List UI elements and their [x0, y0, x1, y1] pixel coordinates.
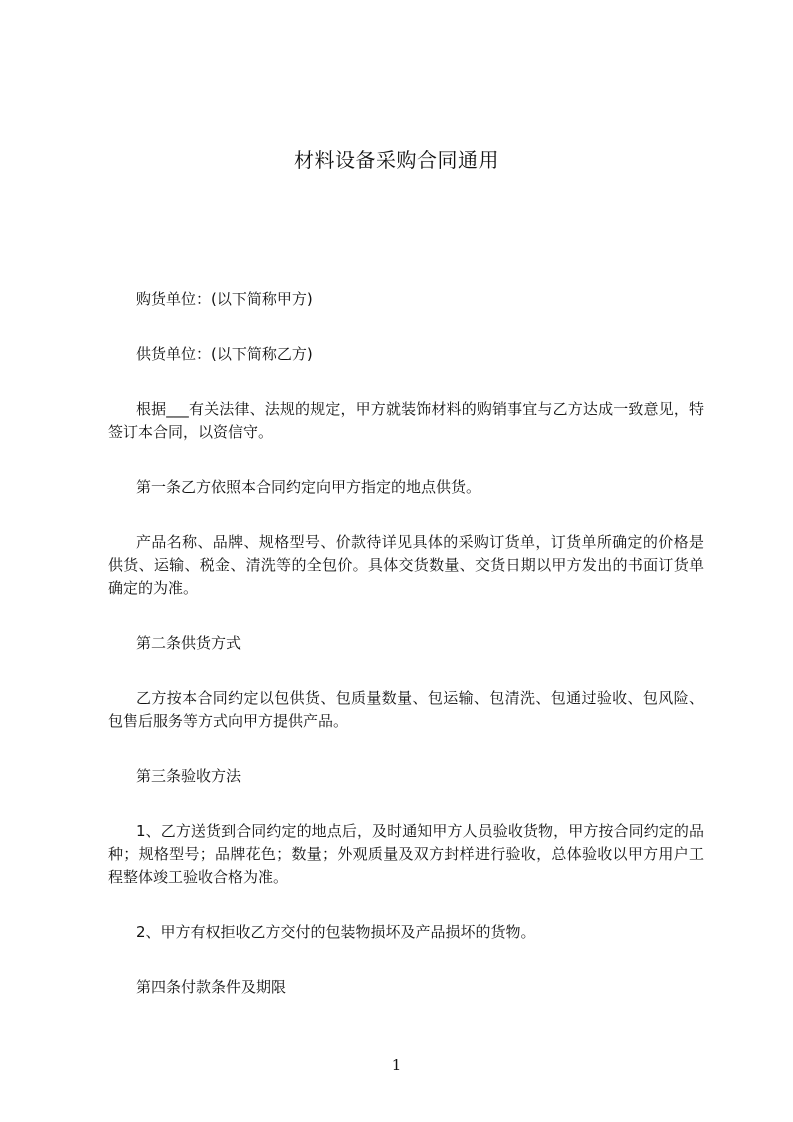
article-2-body: 乙方按本合同约定以包供货、包质量数量、包运输、包清洗、包通过验收、包风险、包售后服务等方式向甲方提供产品。: [108, 689, 704, 730]
document-title: 材料设备采购合同通用: [294, 148, 499, 172]
preamble-paragraph: 根据___有关法律、法规的规定，甲方就装饰材料的购销事宜与乙方达成一致意见，特签订本合同，以资信守。: [108, 400, 704, 441]
article-1-heading: 第一条乙方依照本合同约定向甲方指定的地点供货。: [136, 478, 482, 496]
article-3-item-2: 2、甲方有权拒收乙方交付的包装物损坏及产品损坏的货物。: [136, 923, 536, 941]
article-2-heading: 第二条供货方式: [136, 634, 242, 652]
article-3-item-1: 1、乙方送货到合同约定的地点后，及时通知甲方人员验收货物，甲方按合同约定的品种；规格型号；品牌花色；数量；外观质量及双方封样进行验收，总体验收以甲方用户工程整体竣工验收合格为准。: [108, 822, 704, 886]
article-3-heading: 第三条验收方法: [136, 767, 242, 785]
document-body: [108, 288, 704, 1031]
supplier-line: 供货单位：(以下简称乙方): [136, 345, 313, 363]
buyer-line: 购货单位：(以下简称甲方): [136, 290, 313, 308]
article-4-heading: 第四条付款条件及期限: [136, 978, 287, 996]
page-number: 1: [391, 1056, 402, 1074]
article-1-body: 产品名称、品牌、规格型号、价款待详见具体的采购订货单，订货单所确定的价格是供货、运输、税金、清洗等的全包价。具体交货数量、交货日期以甲方发出的书面订货单确定的为准。: [108, 533, 704, 597]
